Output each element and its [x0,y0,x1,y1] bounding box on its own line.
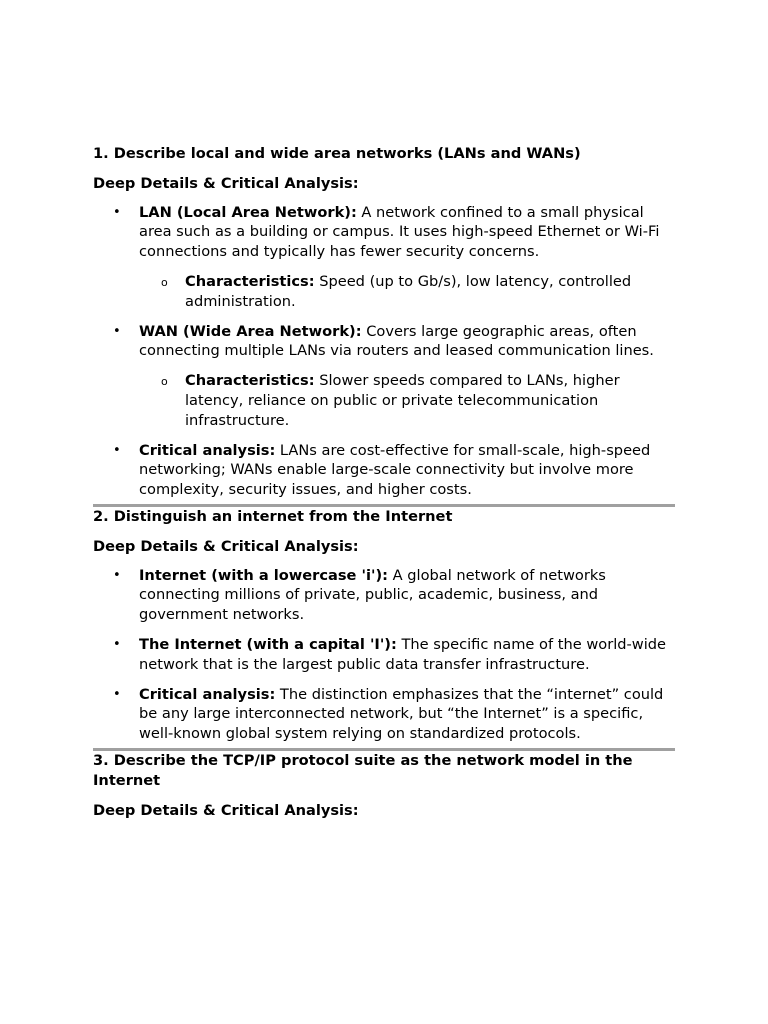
bullet-list [93,566,676,744]
sub-item-text: Slower speeds compared to LANs, higher latency, reliance on public or private telecommunication infrastructure. [185,372,620,429]
sub-item-text: Speed (up to Gb/s), low latency, controlled administration. [185,272,632,310]
sub-item-term: Characteristics: [185,372,315,390]
list-item [93,566,676,625]
section-subheading: Deep Details & Critical Analysis: [93,174,359,192]
item-text: Covers large geographic areas, often connecting multiple LANs via routers and leased communication lines. [139,322,654,360]
document-body [93,144,676,829]
sub-list-item [139,272,676,312]
section-3 [93,751,676,820]
section-subheading: Deep Details & Critical Analysis: [93,537,359,555]
list-item [93,441,676,500]
item-term: Critical analysis: [139,685,276,703]
sub-bullet-list [139,371,676,430]
sub-bullet-list [139,272,676,312]
item-term: WAN (Wide Area Network): [139,322,362,340]
list-item [93,685,676,744]
section-2 [93,507,676,744]
sub-item-term: Characteristics: [185,272,315,290]
item-text: The distinction emphasizes that the “internet” could be any large interconnected network, but “the Internet” is a specific, well-known global system relying on standardized protocols. [139,685,664,743]
sub-list-item [139,371,676,430]
section-1 [93,144,676,500]
item-term: LAN (Local Area Network): [139,203,357,221]
section-heading: 3. Describe the TCP/IP protocol suite as the network model in the Internet [93,751,633,789]
item-term: Critical analysis: [139,441,276,459]
item-text: LANs are cost-effective for small-scale, high-speed networking; WANs enable large-scale connectivity but involve more complexity, security issues, and higher costs. [139,441,651,499]
section-heading: 2. Distinguish an internet from the Internet [93,507,453,525]
list-item [93,322,676,431]
item-term: The Internet (with a capital 'I'): [139,635,397,653]
item-text: The specific name of the world-wide network that is the largest public data transfer infrastructure. [139,635,667,673]
list-item [93,635,676,675]
list-item [93,203,676,312]
item-term: Internet (with a lowercase 'i'): [139,566,388,584]
item-text: A global network of networks connecting millions of private, public, academic, business, and government networks. [139,566,606,624]
section-subheading: Deep Details & Critical Analysis: [93,801,359,819]
section-heading: 1. Describe local and wide area networks (LANs and WANs) [93,145,581,162]
item-text: A network confined to a small physical area such as a building or campus. It uses high-speed Ethernet or Wi-Fi connections and typically has fewer security concerns. [139,203,660,261]
bullet-list [93,203,676,500]
